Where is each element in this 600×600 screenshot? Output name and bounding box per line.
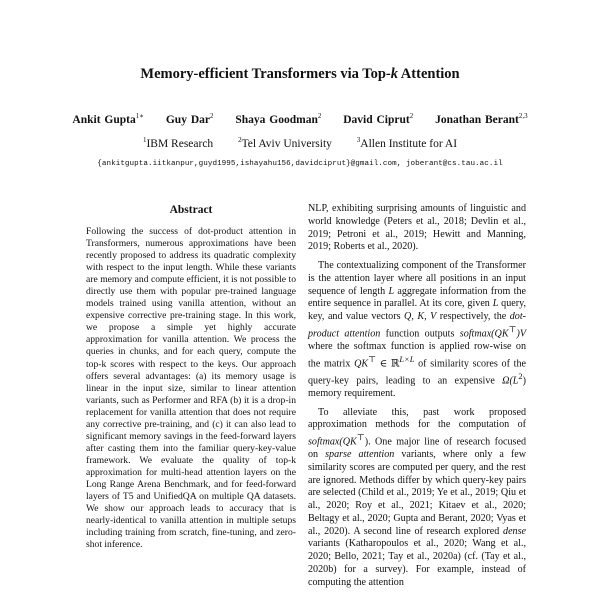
intro-paragraph-1: NLP, exhibiting surprising amounts of linguistic and world knowledge (Peters et al., 2018; Devlin et al., 2019; Petroni et al., 2019; Hewitt and Manning, 2019; Roberts et al., 2020).: [308, 203, 526, 253]
author: Ankit Gupta$^{1∗}$: [72, 112, 144, 126]
intro-paragraph-3: To alleviate this, past work proposed approximation methods for the computation of softmax(QK⊤). One major line of research focused on sparse attention variants, where only a few similarity scores are computed per query, and the rest are ignored. Methods differ by which query-key pairs are selected (Child et al., 2019; Ye et al., 2019; Qiu et al., 2020; Roy et al., 2021; Kitaev et al., 2020; Beltagy et al., 2020; Gupta and Berant, 2020; Vyas et al., 2020). A second line of research explored dense variants (Katharopoulos et al., 2020; Wang et al., 2020; Bello, 2021; Tay et al., 2020a) (cf. (Tay et al., 2020b) for a survey). For example, instead of computing the attention: [308, 406, 526, 588]
paper-title: Memory-efficient Transformers via Top-k Attention: [140, 66, 460, 82]
abstract-heading: Abstract: [169, 204, 213, 216]
affiliation: $^2$Tel Aviv University: [238, 136, 332, 150]
author: David Ciprut$^2$: [343, 112, 414, 126]
affiliation-list: [0, 136, 600, 150]
author-list: [0, 112, 600, 126]
affiliation: $^3$Allen Institute for AI: [356, 136, 458, 150]
author: Jonathan Berant$^{2,3}$: [435, 112, 528, 126]
author: Shaya Goodman$^2$: [235, 112, 322, 126]
author-emails: {ankitgupta.iitkanpur,guyd1995,ishayahu156,davidciprut}@gmail.com, joberant@cs.tau.ac.il: [97, 160, 503, 168]
author: Guy Dar$^2$: [165, 112, 214, 126]
intro-paragraph-2: The contextualizing component of the Transformer is the attention layer where all positions in an input sequence of length L aggregate information from the entire sequence in parallel. At its core, given L query, key, and value vectors Q, K, V respectively, the dot-product attention function outputs softmax(QK⊤)V where the softmax function is applied row-wise on the matrix QK⊤ ∈ ℝ$^{L\times L}$ of similarity scores of the query-key pairs, leading to an expensive $\Omega(L^2)$ memory requirement.: [308, 260, 527, 399]
intro-column: [308, 203, 526, 595]
affiliation: $^1$IBM Research: [142, 136, 214, 150]
abstract-body: Following the success of dot-product attention in Transformers, numerous approximations have been recently proposed to address its quadratic complexity with respect to the input length. While these variants are memory and compute efficient, it is not possible to directly use them with popular pre-trained language models trained using vanilla attention, without an expensive corrective pre-training stage. In this work, we propose a simple yet highly accurate approximation for vanilla attention. We process the queries in chunks, and for each query, compute the top-k scores with respect to the keys. Our approach offers several advantages: (a) its memory usage is linear in the input size, similar to linear attention variants, such as Performer and RFA (b) it is a drop-in replacement for vanilla attention that does not require any corrective pre-training, and (c) it can also lead to significant memory savings in the feed-forward layers after casting them into the familiar query-key-value framework. We evaluate the quality of top-k approximation for multi-head attention layers on the Long Range Arena Benchmark, and for feed-forward layers of T5 and UnifiedQA on multiple QA datasets. We show our approach leads to accuracy that is nearly-identical to vanilla attention in multiple setups including training from scratch, fine-tuning, and zero-shot inference.: [86, 226, 296, 551]
